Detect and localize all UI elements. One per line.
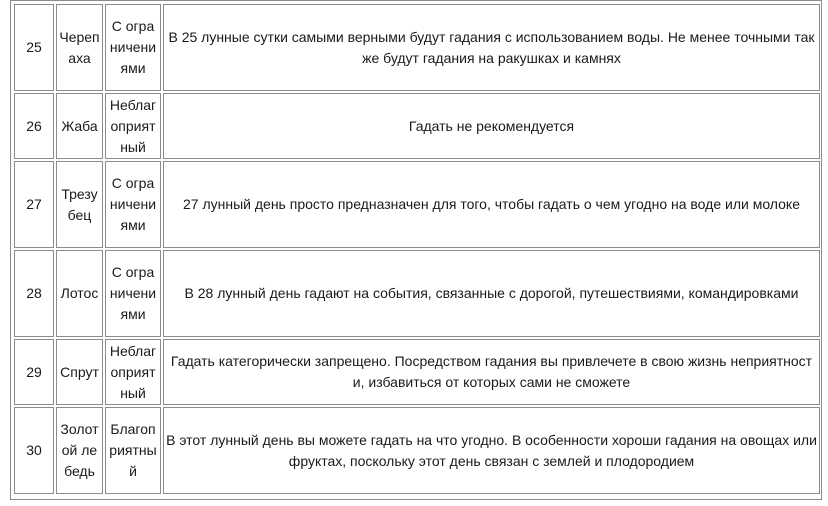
table-row — [14, 4, 820, 91]
table-row — [14, 250, 820, 337]
day-symbol-cell: Лотос — [56, 250, 103, 337]
table-row — [14, 339, 820, 405]
day-description-cell: 27 лунный день просто предназначен для того, чтобы гадать о чем угодно на воде или молоке — [163, 161, 820, 248]
day-symbol-cell: Золотой лебедь — [56, 407, 103, 494]
day-description-cell: В 28 лунный день гадают на события, связанные с дорогой, путешествиями, командировками — [163, 250, 820, 337]
day-number-cell: 30 — [14, 407, 54, 494]
day-description-cell: В 25 лунные сутки самыми верными будут гадания с использованием воды. Не менее точными также будут гадания на ракушках и камнях — [163, 4, 820, 91]
day-number-cell: 29 — [14, 339, 54, 405]
day-status-cell: Неблагоприятный — [105, 339, 161, 405]
day-description-cell: Гадать категорически запрещено. Посредством гадания вы привлечете в свою жизнь неприятности, избавиться от которых сами не сможете — [163, 339, 820, 405]
lunar-days-table-frame — [10, 0, 822, 500]
lunar-days-table — [12, 2, 822, 496]
day-description-cell: Гадать не рекомендуется — [163, 93, 820, 159]
day-status-cell: Благоприятный — [105, 407, 161, 494]
day-symbol-cell: Жаба — [56, 93, 103, 159]
day-status-cell: С ограничениями — [105, 4, 161, 91]
day-symbol-cell: Спрут — [56, 339, 103, 405]
day-number-cell: 25 — [14, 4, 54, 91]
day-number-cell: 28 — [14, 250, 54, 337]
day-symbol-cell: Трезубец — [56, 161, 103, 248]
day-status-cell: Неблагоприятный — [105, 93, 161, 159]
table-row — [14, 407, 820, 494]
day-status-cell: С ограничениями — [105, 250, 161, 337]
day-number-cell: 26 — [14, 93, 54, 159]
day-status-cell: С ограничениями — [105, 161, 161, 248]
day-description-cell: В этот лунный день вы можете гадать на что угодно. В особенности хороши гадания на овощах или фруктах, поскольку этот день связан с землей и плодородием — [163, 407, 820, 494]
table-row — [14, 161, 820, 248]
day-symbol-cell: Черепаха — [56, 4, 103, 91]
table-row — [14, 93, 820, 159]
day-number-cell: 27 — [14, 161, 54, 248]
